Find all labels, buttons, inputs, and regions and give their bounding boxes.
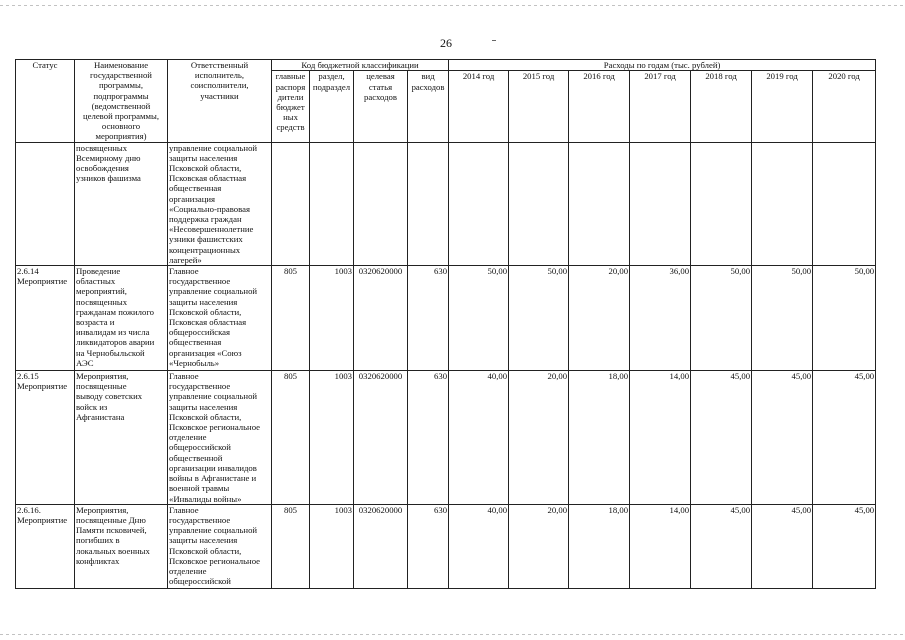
cell-value-2016: 20,00 [569,266,630,371]
cell-executor: Главное государственное управление социальной защиты населения Псковской области, Псковское региональное отделение общероссийской общественной организации инвалидов войны в Афганистане и военной травмы «Инвалиды войны» [168,371,272,505]
header-year-2017: 2017 год [630,71,691,142]
cell-executor: управление социальной защиты населения Псковской области, Псковская областная общественная организация «Социально-правовая поддержка граждан «Несовершеннолетние узники фашистских концентрационных лагерей» [168,142,272,265]
cell-status [16,142,75,265]
cell-name: Мероприятия, посвященные выводу советских войск из Афганистана [75,371,168,505]
header-budget-code-group: Код бюджетной классификации [272,60,449,71]
cell-value-2019: 50,00 [752,266,813,371]
cell-value-2020: 45,00 [813,504,876,588]
header-type: вид расходов [408,71,449,142]
cell-value-2014: 40,00 [449,371,509,505]
cell-name: Мероприятия, посвященные Дню Памяти псковичей, погибших в локальных военных конфликтах [75,504,168,588]
cell-grbs: 805 [272,371,310,505]
page-top-edge [0,5,905,6]
header-section: раздел, подраздел [310,71,354,142]
cell-status: 2.6.16. Мероприятие [16,504,75,588]
cell-value-2015: 20,00 [509,371,569,505]
cell-section: 1003 [310,371,354,505]
cell-value-2020: 50,00 [813,266,876,371]
cell-value-2019: 45,00 [752,504,813,588]
header-executor: Ответственный исполнитель, соисполнители, участники [168,60,272,143]
cell-value [813,142,876,265]
header-target: целевая статья расходов [354,71,408,142]
cell-value-2020: 45,00 [813,371,876,505]
cell-grbs: 805 [272,266,310,371]
cell-target: 0320620000 [354,371,408,505]
cell-value-2016: 18,00 [569,504,630,588]
cell-type: 630 [408,266,449,371]
cell-grbs: 805 [272,504,310,588]
page-bottom-edge [0,634,905,635]
cell-value [449,142,509,265]
cell-target: 0320620000 [354,266,408,371]
cell-type: 630 [408,504,449,588]
cell-value-2015: 50,00 [509,266,569,371]
page-number-dash [492,40,496,41]
header-year-2015: 2015 год [509,71,569,142]
cell-value-2016: 18,00 [569,371,630,505]
cell-value-2017: 14,00 [630,371,691,505]
cell-value-2018: 50,00 [691,266,752,371]
cell-value [691,142,752,265]
cell-section: 1003 [310,266,354,371]
cell-value-2015: 20,00 [509,504,569,588]
header-year-2018: 2018 год [691,71,752,142]
cell-value-2017: 14,00 [630,504,691,588]
cell-section: 1003 [310,504,354,588]
table-row-continuation [16,142,876,265]
cell-section [310,142,354,265]
cell-value [752,142,813,265]
cell-executor: Главное государственное управление социальной защиты населения Псковской области, Псковское региональное отделение общероссийской [168,504,272,588]
cell-type [408,142,449,265]
cell-value [569,142,630,265]
header-grbs: главные распоря дители бюджет ных средств [272,71,310,142]
cell-status: 2.6.14 Мероприятие [16,266,75,371]
header-year-2019: 2019 год [752,71,813,142]
cell-name: Проведение областных мероприятий, посвященных гражданам пожилого возраста и инвалидам из числа ликвидаторов аварии на Чернобыльской АЭС [75,266,168,371]
table-row [16,371,876,505]
budget-table [15,59,876,589]
page-number: 26 [440,36,452,50]
cell-name: посвященных Всемирному дню освобождения узников фашизма [75,142,168,265]
cell-target [354,142,408,265]
header-year-2020: 2020 год [813,71,876,142]
table-row [16,266,876,371]
header-year-2016: 2016 год [569,71,630,142]
cell-value-2018: 45,00 [691,371,752,505]
cell-value-2014: 50,00 [449,266,509,371]
cell-type: 630 [408,371,449,505]
cell-value [509,142,569,265]
cell-value-2018: 45,00 [691,504,752,588]
cell-status: 2.6.15 Мероприятие [16,371,75,505]
cell-value-2019: 45,00 [752,371,813,505]
cell-executor: Главное государственное управление социальной защиты населения Псковской области, Псковская областная общероссийская общественная организация «Союз «Чернобыль» [168,266,272,371]
header-name: Наименование государственной программы, подпрограммы (ведомственной целевой программы, основного мероприятия) [75,60,168,143]
cell-target: 0320620000 [354,504,408,588]
cell-value-2017: 36,00 [630,266,691,371]
header-status: Статус [16,60,75,143]
header-year-2014: 2014 год [449,71,509,142]
cell-value [630,142,691,265]
cell-value-2014: 40,00 [449,504,509,588]
cell-grbs [272,142,310,265]
table-row [16,504,876,588]
header-expenses-group: Расходы по годам (тыс. рублей) [449,60,876,71]
header-row-1 [16,60,876,71]
